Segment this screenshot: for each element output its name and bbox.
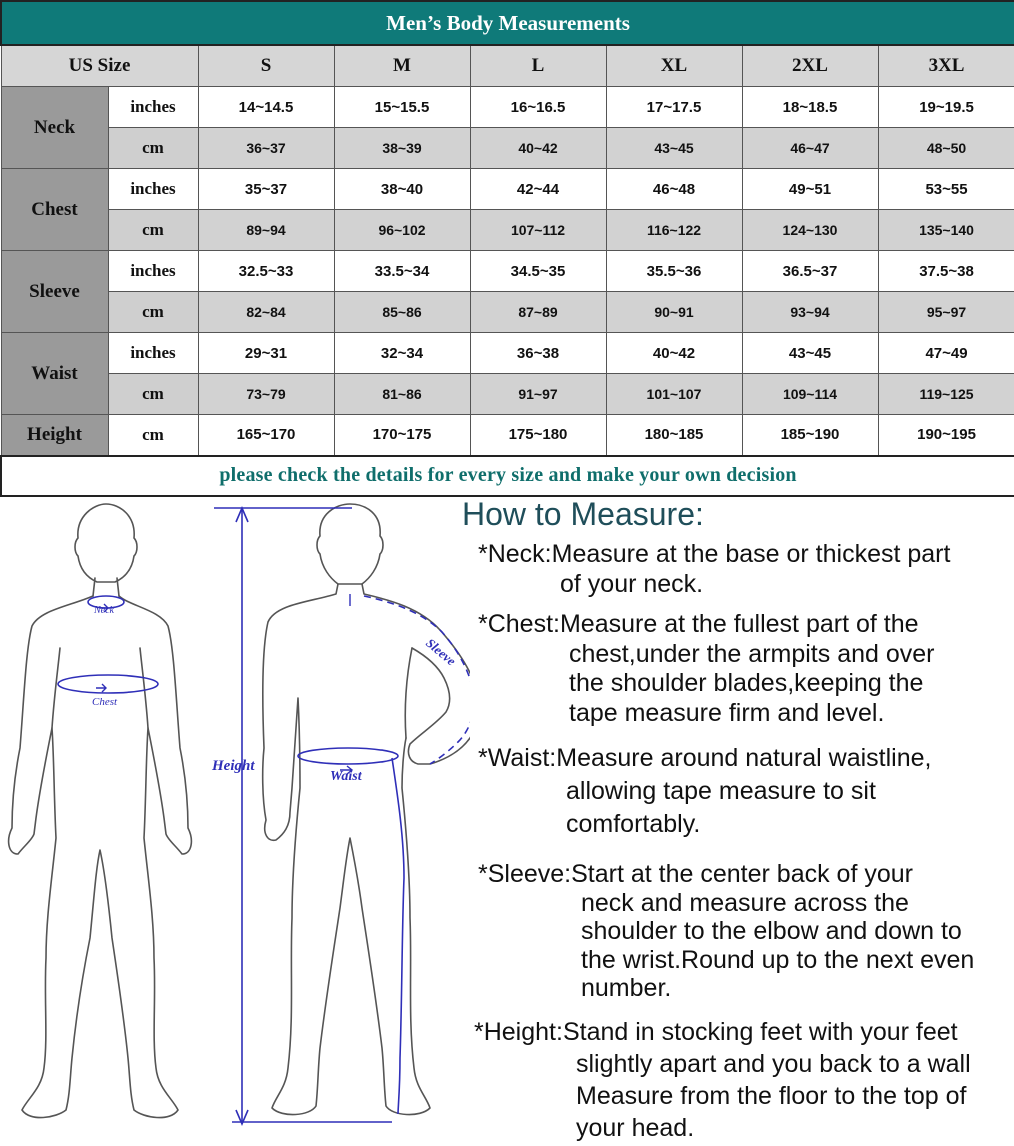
unit-label: inches: [108, 169, 198, 210]
sleeve-label: Sleeve: [423, 635, 459, 669]
height-instruction: [474, 1016, 971, 1144]
instruction-line: shoulder to the elbow and down to: [581, 917, 962, 945]
size-header-2xl: 2XL: [742, 45, 878, 87]
instruction-label: *Waist:: [478, 744, 557, 772]
table-cell: 96~102: [334, 210, 470, 251]
row-label-height: Height: [1, 415, 108, 456]
chest-instruction: [478, 610, 934, 728]
unit-label: cm: [108, 292, 198, 333]
table-cell: 36.5~37: [742, 251, 878, 292]
instruction-line: number.: [581, 974, 672, 1002]
tape-measure-lines: [58, 508, 470, 1124]
chest-inches-row: [1, 169, 1014, 210]
row-label-chest: Chest: [1, 169, 108, 251]
table-cell: 93~94: [742, 292, 878, 333]
instruction-line: your head.: [576, 1114, 695, 1142]
table-cell: 82~84: [198, 292, 334, 333]
instruction-line: comfortably.: [566, 810, 701, 838]
table-cell: 32.5~33: [198, 251, 334, 292]
instruction-line: Measure from the floor to the top of: [576, 1082, 967, 1110]
waist-inches-row: [1, 333, 1014, 374]
table-cell: 40~42: [470, 128, 606, 169]
table-cell: 170~175: [334, 415, 470, 456]
how-to-measure-title: How to Measure:: [462, 496, 704, 532]
table-cell: 43~45: [606, 128, 742, 169]
table-cell: 87~89: [470, 292, 606, 333]
unit-label: cm: [108, 415, 198, 456]
tape-arrows: [96, 594, 352, 774]
body-measure-figure: [0, 498, 470, 1146]
table-cell: 116~122: [606, 210, 742, 251]
table-cell: 109~114: [742, 374, 878, 415]
instruction-line: of your neck.: [560, 569, 704, 598]
table-cell: 101~107: [606, 374, 742, 415]
table-cell: 135~140: [878, 210, 1014, 251]
table-cell: 53~55: [878, 169, 1014, 210]
waist-instruction: [478, 742, 931, 841]
size-header-s: S: [198, 45, 334, 87]
row-label-neck: Neck: [1, 87, 108, 169]
chest-cm-row: [1, 210, 1014, 251]
table-cell: 38~40: [334, 169, 470, 210]
sleeve-instruction: [478, 860, 974, 1003]
table-cell: 165~170: [198, 415, 334, 456]
neck-instruction: [478, 540, 950, 599]
unit-label: inches: [108, 87, 198, 128]
instruction-line: chest,under the armpits and over: [569, 639, 935, 668]
size-header-3xl: 3XL: [878, 45, 1014, 87]
table-cell: 46~48: [606, 169, 742, 210]
instruction-line: Measure at the fullest part of the: [559, 610, 919, 638]
size-header-l: L: [470, 45, 606, 87]
neck-inches-row: [1, 87, 1014, 128]
table-cell: 90~91: [606, 292, 742, 333]
table-cell: 47~49: [878, 333, 1014, 374]
row-label-waist: Waist: [1, 333, 108, 415]
unit-label: inches: [108, 333, 198, 374]
unit-label: cm: [108, 128, 198, 169]
sleeve-cm-row: [1, 292, 1014, 333]
instruction-label: *Sleeve:: [478, 860, 572, 888]
table-cell: 46~47: [742, 128, 878, 169]
table-cell: 17~17.5: [606, 87, 742, 128]
unit-label: cm: [108, 374, 198, 415]
neck-label: Neck: [94, 605, 114, 616]
instruction-line: allowing tape measure to sit: [566, 777, 876, 805]
table-cell: 14~14.5: [198, 87, 334, 128]
instruction-label: *Height:: [474, 1018, 563, 1046]
table-cell: 35~37: [198, 169, 334, 210]
row-label-sleeve: Sleeve: [1, 251, 108, 333]
instruction-line: Start at the center back of your: [571, 860, 913, 888]
table-cell: 180~185: [606, 415, 742, 456]
table-cell: 175~180: [470, 415, 606, 456]
table-cell: 107~112: [470, 210, 606, 251]
waist-cm-row: [1, 374, 1014, 415]
instruction-label: *Chest:: [478, 610, 560, 638]
table-cell: 48~50: [878, 128, 1014, 169]
table-cell: 35.5~36: [606, 251, 742, 292]
size-header-m: M: [334, 45, 470, 87]
table-cell: 19~19.5: [878, 87, 1014, 128]
instruction-line: the shoulder blades,keeping the: [569, 669, 924, 697]
table-cell: 185~190: [742, 415, 878, 456]
decision-note: please check the details for every size and make your own decision: [1, 456, 1014, 496]
table-cell: 49~51: [742, 169, 878, 210]
table-cell: 33.5~34: [334, 251, 470, 292]
instruction-line: Measure at the base or thickest part: [551, 540, 951, 568]
how-to-measure-section: [462, 494, 1014, 1146]
instruction-line: Measure around natural waistline,: [556, 744, 932, 772]
table-cell: 29~31: [198, 333, 334, 374]
sleeve-inches-row: [1, 251, 1014, 292]
size-chart-table: [0, 0, 1014, 497]
table-cell: 16~16.5: [470, 87, 606, 128]
table-cell: 42~44: [470, 169, 606, 210]
instruction-line: the wrist.Round up to the next even: [581, 945, 975, 974]
height-label: Height: [212, 758, 255, 774]
table-cell: 190~195: [878, 415, 1014, 456]
table-cell: 37.5~38: [878, 251, 1014, 292]
table-cell: 38~39: [334, 128, 470, 169]
chest-label: Chest: [92, 696, 118, 708]
unit-label: inches: [108, 251, 198, 292]
table-cell: 34.5~35: [470, 251, 606, 292]
unit-label: cm: [108, 210, 198, 251]
table-cell: 95~97: [878, 292, 1014, 333]
table-cell: 91~97: [470, 374, 606, 415]
instruction-label: *Neck:: [478, 540, 552, 568]
table-cell: 73~79: [198, 374, 334, 415]
table-cell: 119~125: [878, 374, 1014, 415]
table-cell: 15~15.5: [334, 87, 470, 128]
table-cell: 36~38: [470, 333, 606, 374]
table-cell: 124~130: [742, 210, 878, 251]
instruction-line: slightly apart and you back to a wall: [576, 1050, 971, 1078]
waist-label: Waist: [330, 769, 362, 784]
instruction-line: Stand in stocking feet with your feet: [562, 1018, 958, 1046]
table-cell: 85~86: [334, 292, 470, 333]
instruction-line: neck and measure across the: [581, 888, 909, 917]
table-cell: 32~34: [334, 333, 470, 374]
height-row: [1, 415, 1014, 456]
table-cell: 40~42: [606, 333, 742, 374]
table-title: Men’s Body Measurements: [1, 1, 1014, 45]
us-size-header: US Size: [1, 45, 198, 87]
table-cell: 36~37: [198, 128, 334, 169]
table-cell: 43~45: [742, 333, 878, 374]
neck-cm-row: [1, 128, 1014, 169]
table-cell: 89~94: [198, 210, 334, 251]
table-cell: 18~18.5: [742, 87, 878, 128]
size-header-xl: XL: [606, 45, 742, 87]
instruction-line: tape measure firm and level.: [569, 698, 885, 727]
table-cell: 81~86: [334, 374, 470, 415]
